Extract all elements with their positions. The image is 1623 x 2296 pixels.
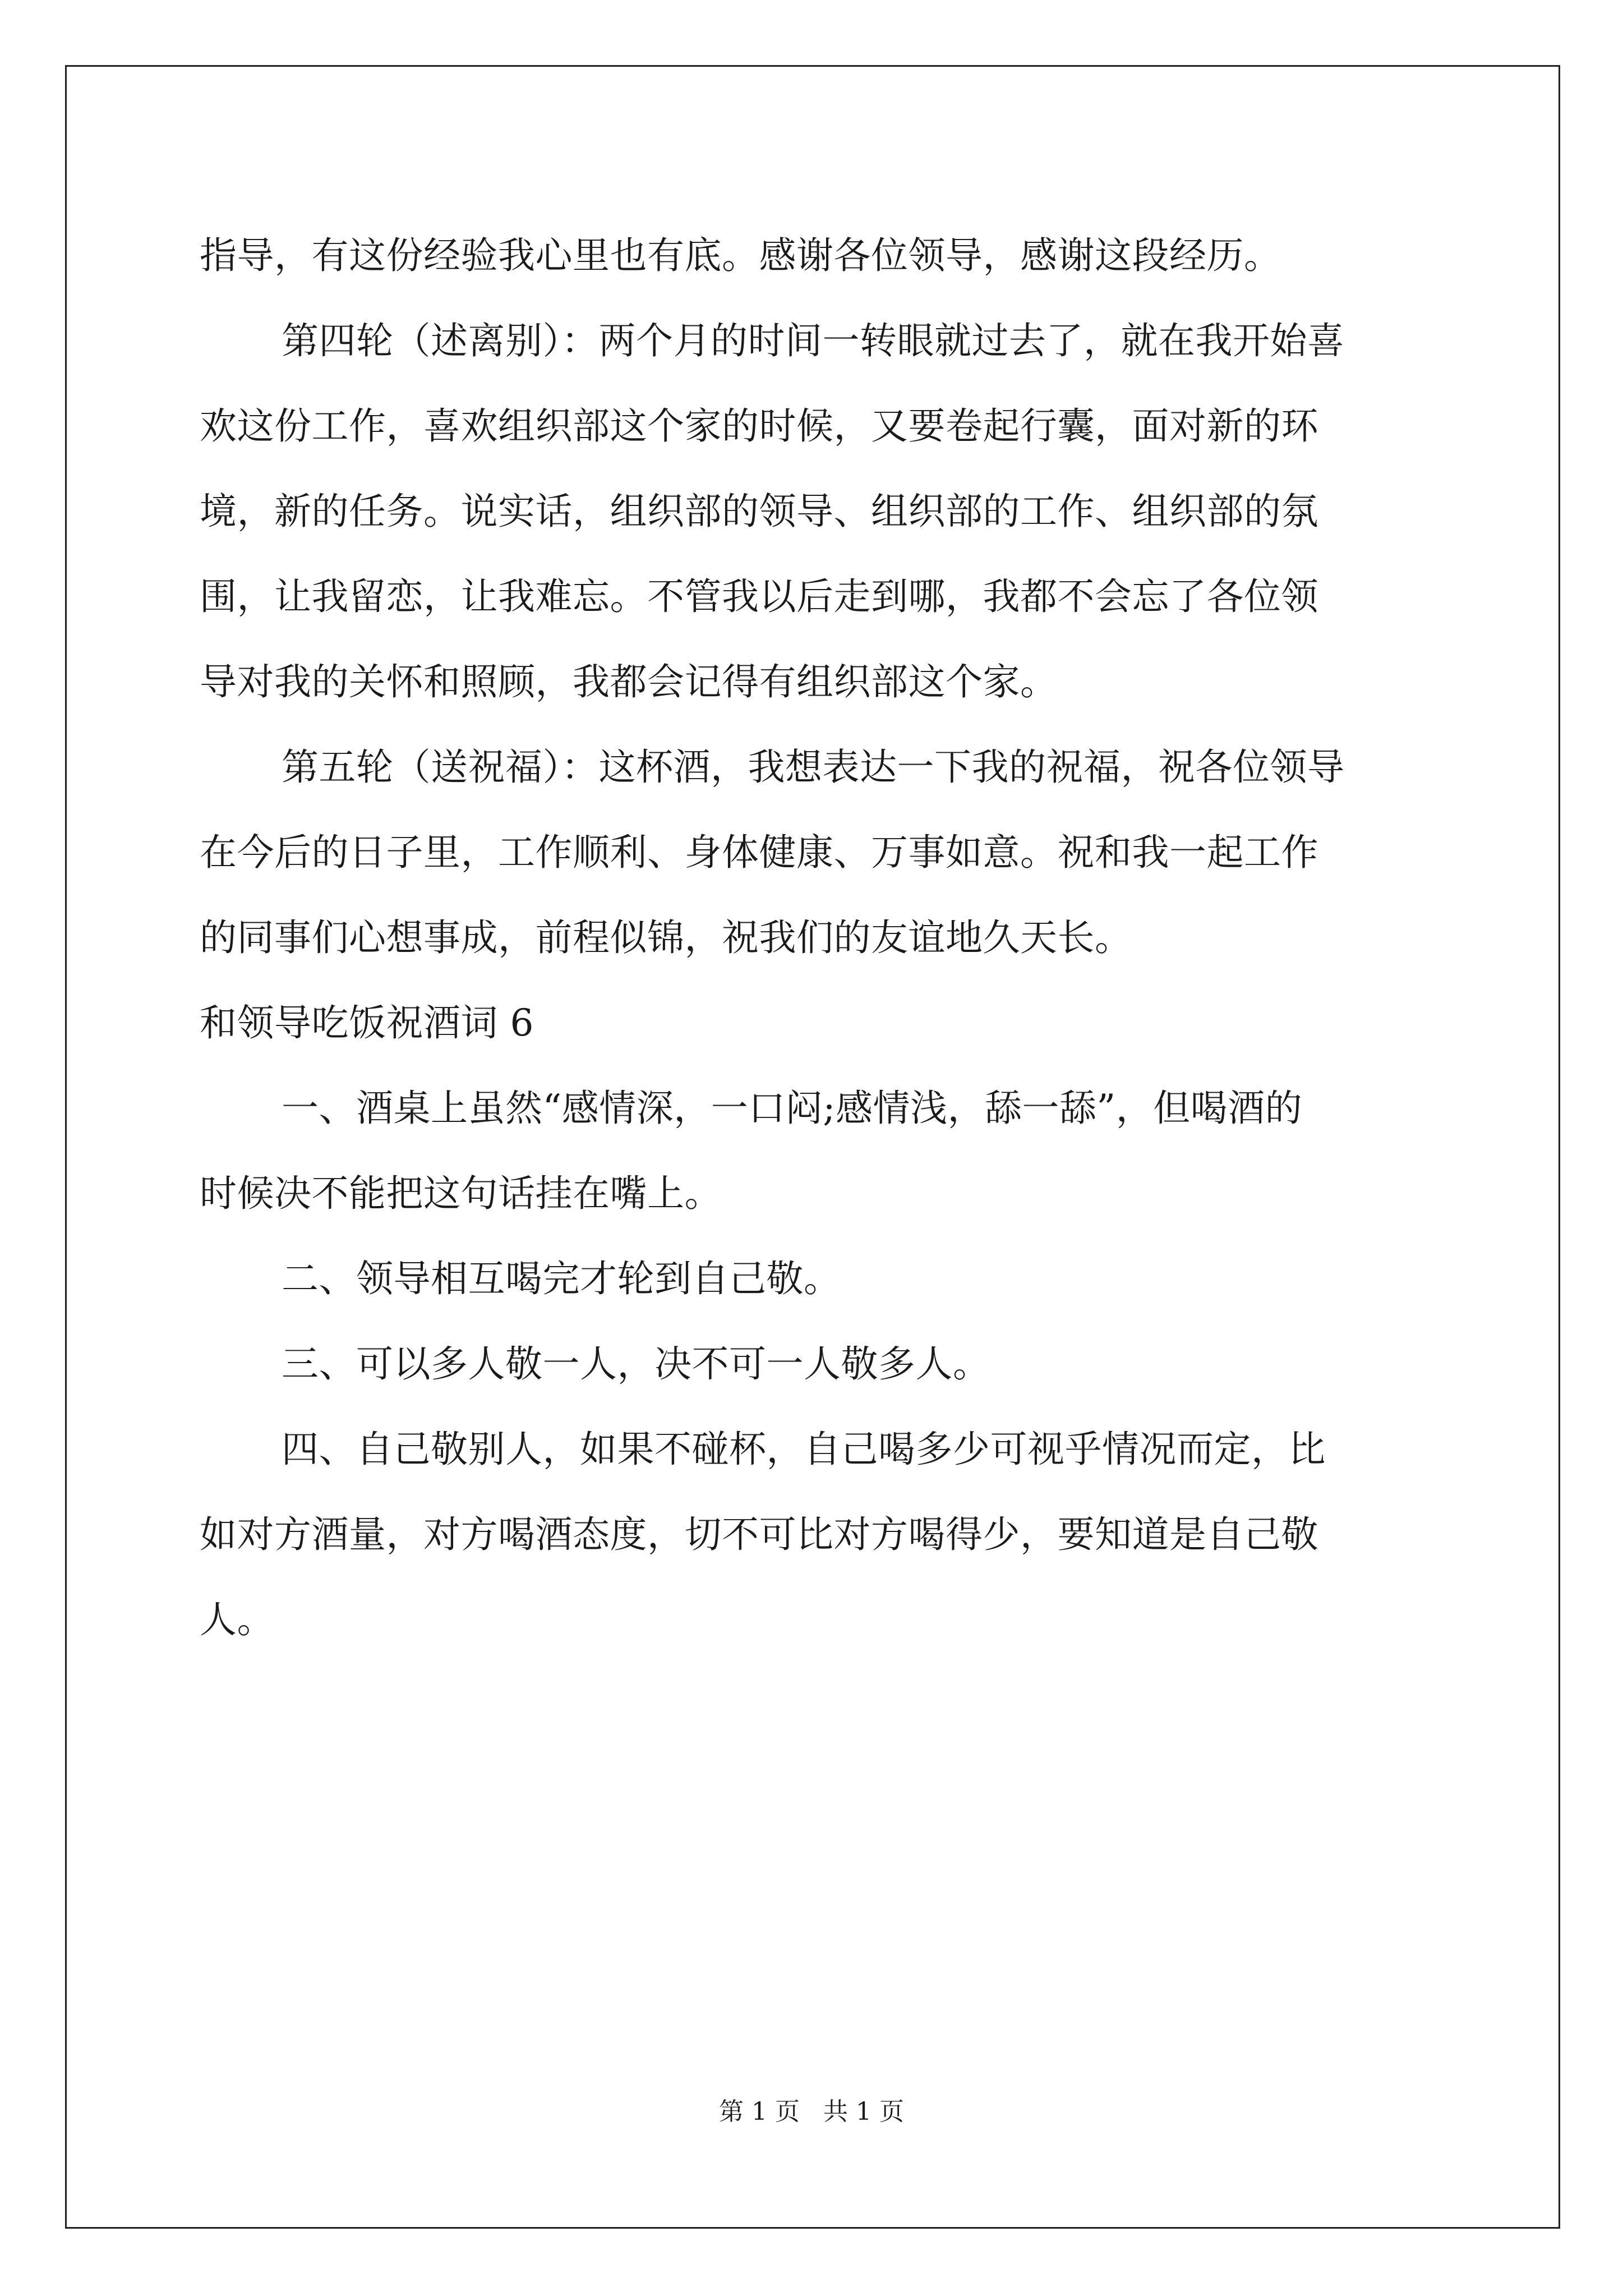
page-number-footer: 第 1 页 共 1 页: [719, 2097, 904, 2126]
text-line: 人。: [200, 1598, 274, 1641]
rule-two: 二、领导相互喝完才轮到自己敬。: [282, 1257, 841, 1300]
text-line: 指导，有这份经验我心里也有底。感谢各位领导，感谢这段经历。: [200, 234, 1281, 277]
text-line: 欢这份工作，喜欢组织部这个家的时候，又要卷起行囊，面对新的环: [200, 404, 1318, 448]
paragraph-round-five: 第五轮（送祝福）：这杯酒，我想表达一下我的祝福，祝各位领导: [282, 746, 1345, 789]
text-line: 境，新的任务。说实话，组织部的领导、组织部的工作、组织部的氛: [200, 490, 1318, 533]
text-line: 的同事们心想事成，前程似锦，祝我们的友谊地久天长。: [200, 916, 1132, 959]
rule-three: 三、可以多人敬一人，决不可一人敬多人。: [282, 1342, 990, 1386]
paragraph-round-four: 第四轮（述离别）：两个月的时间一转眼就过去了，就在我开始喜: [282, 319, 1345, 362]
rule-four: 四、自己敬别人，如果不碰杯，自己喝多少可视乎情况而定，比: [282, 1428, 1326, 1471]
document-body: [200, 213, 1436, 1663]
section-heading: 和领导吃饭祝酒词 6: [200, 1001, 534, 1045]
text-line: 时候决不能把这句话挂在嘴上。: [200, 1172, 722, 1215]
text-line: 如对方酒量，对方喝酒态度，切不可比对方喝得少，要知道是自己敬: [200, 1513, 1318, 1556]
text-line: 在今后的日子里，工作顺利、身体健康、万事如意。祝和我一起工作: [200, 831, 1318, 874]
text-line: 导对我的关怀和照顾，我都会记得有组织部这个家。: [200, 660, 1058, 703]
text-line: 围，让我留恋，让我难忘。不管我以后走到哪，我都不会忘了各位领: [200, 575, 1318, 618]
rule-one: 一、酒桌上虽然“感情深，一口闷;感情浅，舔一舔”，但喝酒的: [282, 1087, 1303, 1130]
